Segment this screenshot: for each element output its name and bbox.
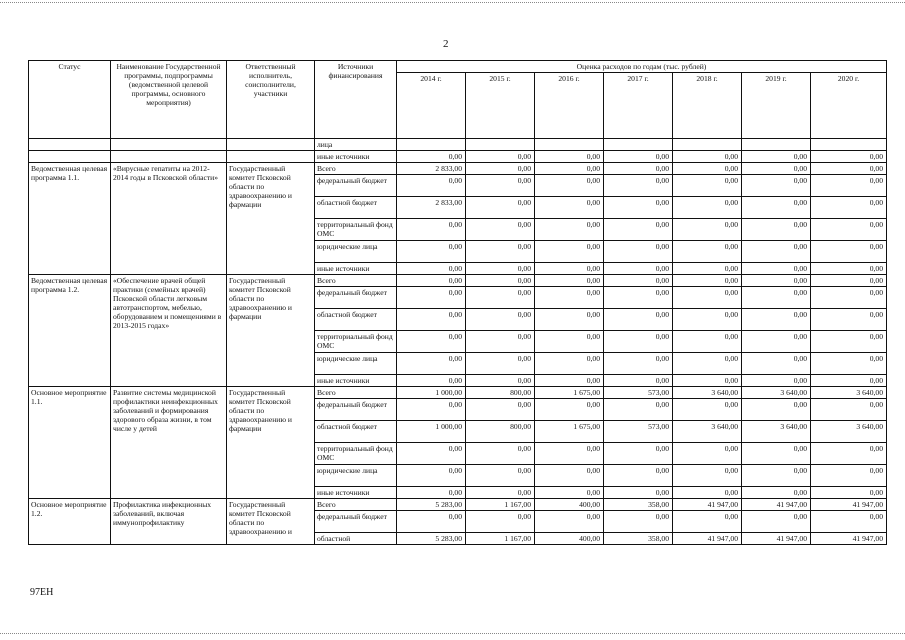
header-sources: Источники финансирования	[315, 61, 397, 139]
amount-cell: 2 833,00	[397, 197, 466, 219]
header-year: 2015 г.	[466, 73, 535, 139]
amount-cell: 0,00	[811, 465, 887, 487]
program-status: Ведомственная целевая программа 1.1.	[29, 163, 111, 275]
empty-cell	[111, 151, 227, 163]
amount-cell: 0,00	[535, 443, 604, 465]
amount-cell: 0,00	[535, 219, 604, 241]
amount-cell: 0,00	[673, 175, 742, 197]
amount-cell: 0,00	[397, 443, 466, 465]
amount-cell: 0,00	[811, 375, 887, 387]
funding-source: юридические лица	[315, 465, 397, 487]
amount-cell: 0,00	[604, 443, 673, 465]
amount-cell: 0,00	[742, 309, 811, 331]
amount-cell: 0,00	[535, 175, 604, 197]
amount-cell: 0,00	[535, 465, 604, 487]
amount-cell: 0,00	[535, 263, 604, 275]
funding-source: иные источники	[315, 487, 397, 499]
amount-cell: 0,00	[742, 241, 811, 263]
amount-cell: 0,00	[604, 263, 673, 275]
amount-cell: 0,00	[742, 151, 811, 163]
amount-cell: 5 283,00	[397, 533, 466, 545]
amount-cell: 0,00	[673, 197, 742, 219]
header-status: Статус	[29, 61, 111, 139]
program-status: Основное мероприятие 1.1.	[29, 387, 111, 499]
amount-cell: 0,00	[742, 197, 811, 219]
amount-cell: 0,00	[673, 241, 742, 263]
amount-cell: 0,00	[466, 175, 535, 197]
amount-cell: 0,00	[535, 287, 604, 309]
amount-cell	[811, 139, 887, 151]
amount-cell: 0,00	[397, 175, 466, 197]
amount-cell: 0,00	[811, 331, 887, 353]
header-year: 2017 г.	[604, 73, 673, 139]
header-estimate: Оценка расходов по годам (тыс. рублей)	[397, 61, 887, 73]
amount-cell: 0,00	[466, 219, 535, 241]
amount-cell: 3 640,00	[742, 421, 811, 443]
amount-cell: 0,00	[604, 511, 673, 533]
amount-cell: 0,00	[397, 263, 466, 275]
amount-cell: 0,00	[604, 465, 673, 487]
amount-cell: 0,00	[604, 375, 673, 387]
amount-cell: 0,00	[742, 219, 811, 241]
amount-cell: 0,00	[811, 219, 887, 241]
funding-source: иные источники	[315, 151, 397, 163]
amount-cell: 41 947,00	[742, 499, 811, 511]
empty-cell	[227, 139, 315, 151]
amount-cell: 0,00	[397, 331, 466, 353]
amount-cell: 0,00	[397, 275, 466, 287]
amount-cell: 0,00	[604, 287, 673, 309]
amount-cell: 0,00	[466, 287, 535, 309]
budget-table	[28, 60, 887, 545]
funding-source: федеральный бюджет	[315, 399, 397, 421]
scan-edge-top	[0, 2, 905, 3]
amount-cell: 1 675,00	[535, 387, 604, 399]
program-name: «Вирусные гепатиты на 2012-2014 годы в Псковской области»	[111, 163, 227, 275]
amount-cell: 0,00	[673, 375, 742, 387]
amount-cell: 0,00	[811, 275, 887, 287]
header-year: 2016 г.	[535, 73, 604, 139]
funding-source: лица	[315, 139, 397, 151]
amount-cell: 0,00	[397, 219, 466, 241]
funding-source: территориальный фонд ОМС	[315, 331, 397, 353]
header-year: 2020 г.	[811, 73, 887, 139]
amount-cell: 41 947,00	[742, 533, 811, 545]
amount-cell: 0,00	[535, 163, 604, 175]
amount-cell: 0,00	[466, 241, 535, 263]
empty-cell	[227, 151, 315, 163]
amount-cell: 0,00	[742, 175, 811, 197]
amount-cell: 358,00	[604, 499, 673, 511]
amount-cell: 800,00	[466, 421, 535, 443]
amount-cell: 3 640,00	[673, 387, 742, 399]
amount-cell: 0,00	[604, 275, 673, 287]
amount-cell: 0,00	[466, 197, 535, 219]
scan-edge-bottom	[0, 633, 905, 634]
amount-cell: 0,00	[742, 331, 811, 353]
funding-source: областной бюджет	[315, 421, 397, 443]
amount-cell	[673, 139, 742, 151]
amount-cell: 41 947,00	[673, 499, 742, 511]
amount-cell: 3 640,00	[673, 421, 742, 443]
amount-cell: 0,00	[673, 399, 742, 421]
amount-cell: 0,00	[397, 309, 466, 331]
funding-source: федеральный бюджет	[315, 175, 397, 197]
amount-cell: 0,00	[466, 331, 535, 353]
program-status: Основное мероприятие 1.2.	[29, 499, 111, 545]
amount-cell: 0,00	[742, 399, 811, 421]
funding-source: областной бюджет	[315, 197, 397, 219]
amount-cell: 0,00	[535, 331, 604, 353]
table-row	[29, 275, 887, 287]
amount-cell: 0,00	[397, 487, 466, 499]
amount-cell: 0,00	[397, 241, 466, 263]
amount-cell: 0,00	[673, 287, 742, 309]
funding-source: Всего	[315, 275, 397, 287]
funding-source: федеральный бюджет	[315, 511, 397, 533]
funding-source: территориальный фонд ОМС	[315, 219, 397, 241]
amount-cell: 0,00	[535, 375, 604, 387]
amount-cell: 0,00	[397, 375, 466, 387]
amount-cell: 0,00	[811, 197, 887, 219]
amount-cell: 1 675,00	[535, 421, 604, 443]
amount-cell: 0,00	[673, 151, 742, 163]
amount-cell: 0,00	[673, 465, 742, 487]
amount-cell: 0,00	[535, 275, 604, 287]
amount-cell: 0,00	[604, 241, 673, 263]
amount-cell	[535, 139, 604, 151]
program-executor: Государственный комитет Псковской области по здравоохранению и фармации	[227, 163, 315, 275]
amount-cell: 0,00	[742, 163, 811, 175]
amount-cell: 0,00	[604, 219, 673, 241]
amount-cell: 0,00	[604, 487, 673, 499]
amount-cell: 0,00	[397, 353, 466, 375]
amount-cell: 1 000,00	[397, 387, 466, 399]
amount-cell: 0,00	[466, 511, 535, 533]
table-row	[29, 499, 887, 511]
amount-cell: 0,00	[535, 151, 604, 163]
amount-cell: 0,00	[604, 151, 673, 163]
amount-cell: 0,00	[604, 353, 673, 375]
table-row	[29, 163, 887, 175]
funding-source: территориальный фонд ОМС	[315, 443, 397, 465]
header-year: 2014 г.	[397, 73, 466, 139]
table-row	[29, 387, 887, 399]
amount-cell: 0,00	[535, 511, 604, 533]
amount-cell: 0,00	[811, 399, 887, 421]
funding-source: иные источники	[315, 375, 397, 387]
amount-cell: 3 640,00	[742, 387, 811, 399]
amount-cell: 0,00	[811, 511, 887, 533]
footer-code: 97ЕН	[30, 587, 54, 598]
amount-cell: 1 000,00	[397, 421, 466, 443]
amount-cell: 0,00	[673, 331, 742, 353]
amount-cell: 0,00	[742, 287, 811, 309]
amount-cell	[397, 139, 466, 151]
amount-cell: 0,00	[535, 399, 604, 421]
amount-cell: 400,00	[535, 533, 604, 545]
amount-cell: 0,00	[604, 309, 673, 331]
amount-cell: 3 640,00	[811, 387, 887, 399]
amount-cell: 0,00	[811, 241, 887, 263]
amount-cell: 0,00	[604, 399, 673, 421]
amount-cell: 2 833,00	[397, 163, 466, 175]
table-row	[29, 151, 887, 163]
amount-cell: 0,00	[811, 353, 887, 375]
amount-cell: 0,00	[604, 331, 673, 353]
program-status: Ведомственная целевая программа 1.2.	[29, 275, 111, 387]
amount-cell: 0,00	[535, 197, 604, 219]
amount-cell: 0,00	[811, 287, 887, 309]
amount-cell: 3 640,00	[811, 421, 887, 443]
amount-cell: 0,00	[673, 309, 742, 331]
program-executor: Государственный комитет Псковской области по здравоохранению и	[227, 499, 315, 545]
header-name: Наименование Государственной программы, подпрограммы (ведомственной целевой программы, основного мероприятия)	[111, 61, 227, 139]
funding-source: областной	[315, 533, 397, 545]
amount-cell: 0,00	[466, 465, 535, 487]
header-executor: Ответственный исполнитель, соисполнители, участники	[227, 61, 315, 139]
amount-cell: 0,00	[742, 443, 811, 465]
amount-cell: 0,00	[673, 353, 742, 375]
amount-cell: 0,00	[673, 275, 742, 287]
header-year: 2019 г.	[742, 73, 811, 139]
empty-cell	[111, 139, 227, 151]
program-name: Профилактика инфекционных заболеваний, включая иммунопрофилактику	[111, 499, 227, 545]
amount-cell: 5 283,00	[397, 499, 466, 511]
funding-source: юридические лица	[315, 241, 397, 263]
amount-cell: 0,00	[466, 275, 535, 287]
program-executor: Государственный комитет Псковской области по здравоохранению и фармации	[227, 275, 315, 387]
amount-cell	[604, 139, 673, 151]
empty-cell	[29, 139, 111, 151]
amount-cell: 0,00	[466, 399, 535, 421]
funding-source: иные источники	[315, 263, 397, 275]
amount-cell: 0,00	[535, 309, 604, 331]
amount-cell: 41 947,00	[811, 499, 887, 511]
amount-cell: 0,00	[742, 511, 811, 533]
header-year: 2018 г.	[673, 73, 742, 139]
amount-cell	[466, 139, 535, 151]
amount-cell: 0,00	[604, 175, 673, 197]
amount-cell: 0,00	[535, 241, 604, 263]
program-name: «Обеспечение врачей общей практики (семейных врачей) Псковской области легковым автотранспортом, мебелью, оборудованием и помещениями в 2013-2015 годах»	[111, 275, 227, 387]
funding-source: областной бюджет	[315, 309, 397, 331]
amount-cell: 0,00	[397, 465, 466, 487]
amount-cell: 0,00	[535, 487, 604, 499]
amount-cell: 0,00	[397, 399, 466, 421]
amount-cell: 0,00	[466, 487, 535, 499]
page-number: 2	[443, 38, 449, 50]
table-row	[29, 139, 887, 151]
amount-cell: 0,00	[466, 151, 535, 163]
amount-cell: 0,00	[466, 353, 535, 375]
funding-source: Всего	[315, 163, 397, 175]
amount-cell: 0,00	[466, 375, 535, 387]
amount-cell: 800,00	[466, 387, 535, 399]
amount-cell: 0,00	[811, 151, 887, 163]
amount-cell: 0,00	[742, 375, 811, 387]
amount-cell: 0,00	[811, 175, 887, 197]
amount-cell: 0,00	[811, 263, 887, 275]
amount-cell: 358,00	[604, 533, 673, 545]
amount-cell: 0,00	[673, 219, 742, 241]
amount-cell: 0,00	[466, 163, 535, 175]
amount-cell: 0,00	[673, 487, 742, 499]
program-name: Развитие системы медицинской профилактики неинфекционных заболеваний и формирования здорового образа жизни, в том числе у детей	[111, 387, 227, 499]
amount-cell: 0,00	[811, 443, 887, 465]
program-executor: Государственный комитет Псковской области по здравоохранению и фармации	[227, 387, 315, 499]
amount-cell: 0,00	[742, 353, 811, 375]
funding-source: юридические лица	[315, 353, 397, 375]
amount-cell: 0,00	[466, 443, 535, 465]
funding-source: Всего	[315, 499, 397, 511]
amount-cell: 0,00	[673, 163, 742, 175]
amount-cell: 0,00	[466, 309, 535, 331]
empty-cell	[29, 151, 111, 163]
amount-cell: 0,00	[673, 263, 742, 275]
amount-cell: 0,00	[604, 197, 673, 219]
funding-source: Всего	[315, 387, 397, 399]
amount-cell: 0,00	[397, 151, 466, 163]
amount-cell: 0,00	[673, 511, 742, 533]
amount-cell: 0,00	[742, 465, 811, 487]
amount-cell: 1 167,00	[466, 533, 535, 545]
amount-cell: 573,00	[604, 387, 673, 399]
amount-cell: 41 947,00	[673, 533, 742, 545]
amount-cell: 0,00	[811, 163, 887, 175]
amount-cell: 0,00	[811, 309, 887, 331]
amount-cell: 0,00	[742, 263, 811, 275]
amount-cell: 41 947,00	[811, 533, 887, 545]
amount-cell: 0,00	[397, 287, 466, 309]
amount-cell: 573,00	[604, 421, 673, 443]
amount-cell	[742, 139, 811, 151]
amount-cell: 0,00	[742, 487, 811, 499]
amount-cell: 0,00	[397, 511, 466, 533]
amount-cell: 0,00	[742, 275, 811, 287]
amount-cell: 0,00	[604, 163, 673, 175]
amount-cell: 0,00	[673, 443, 742, 465]
amount-cell: 400,00	[535, 499, 604, 511]
table-body	[29, 139, 887, 545]
amount-cell: 0,00	[811, 487, 887, 499]
amount-cell: 0,00	[535, 353, 604, 375]
amount-cell: 0,00	[466, 263, 535, 275]
funding-source: федеральный бюджет	[315, 287, 397, 309]
amount-cell: 1 167,00	[466, 499, 535, 511]
